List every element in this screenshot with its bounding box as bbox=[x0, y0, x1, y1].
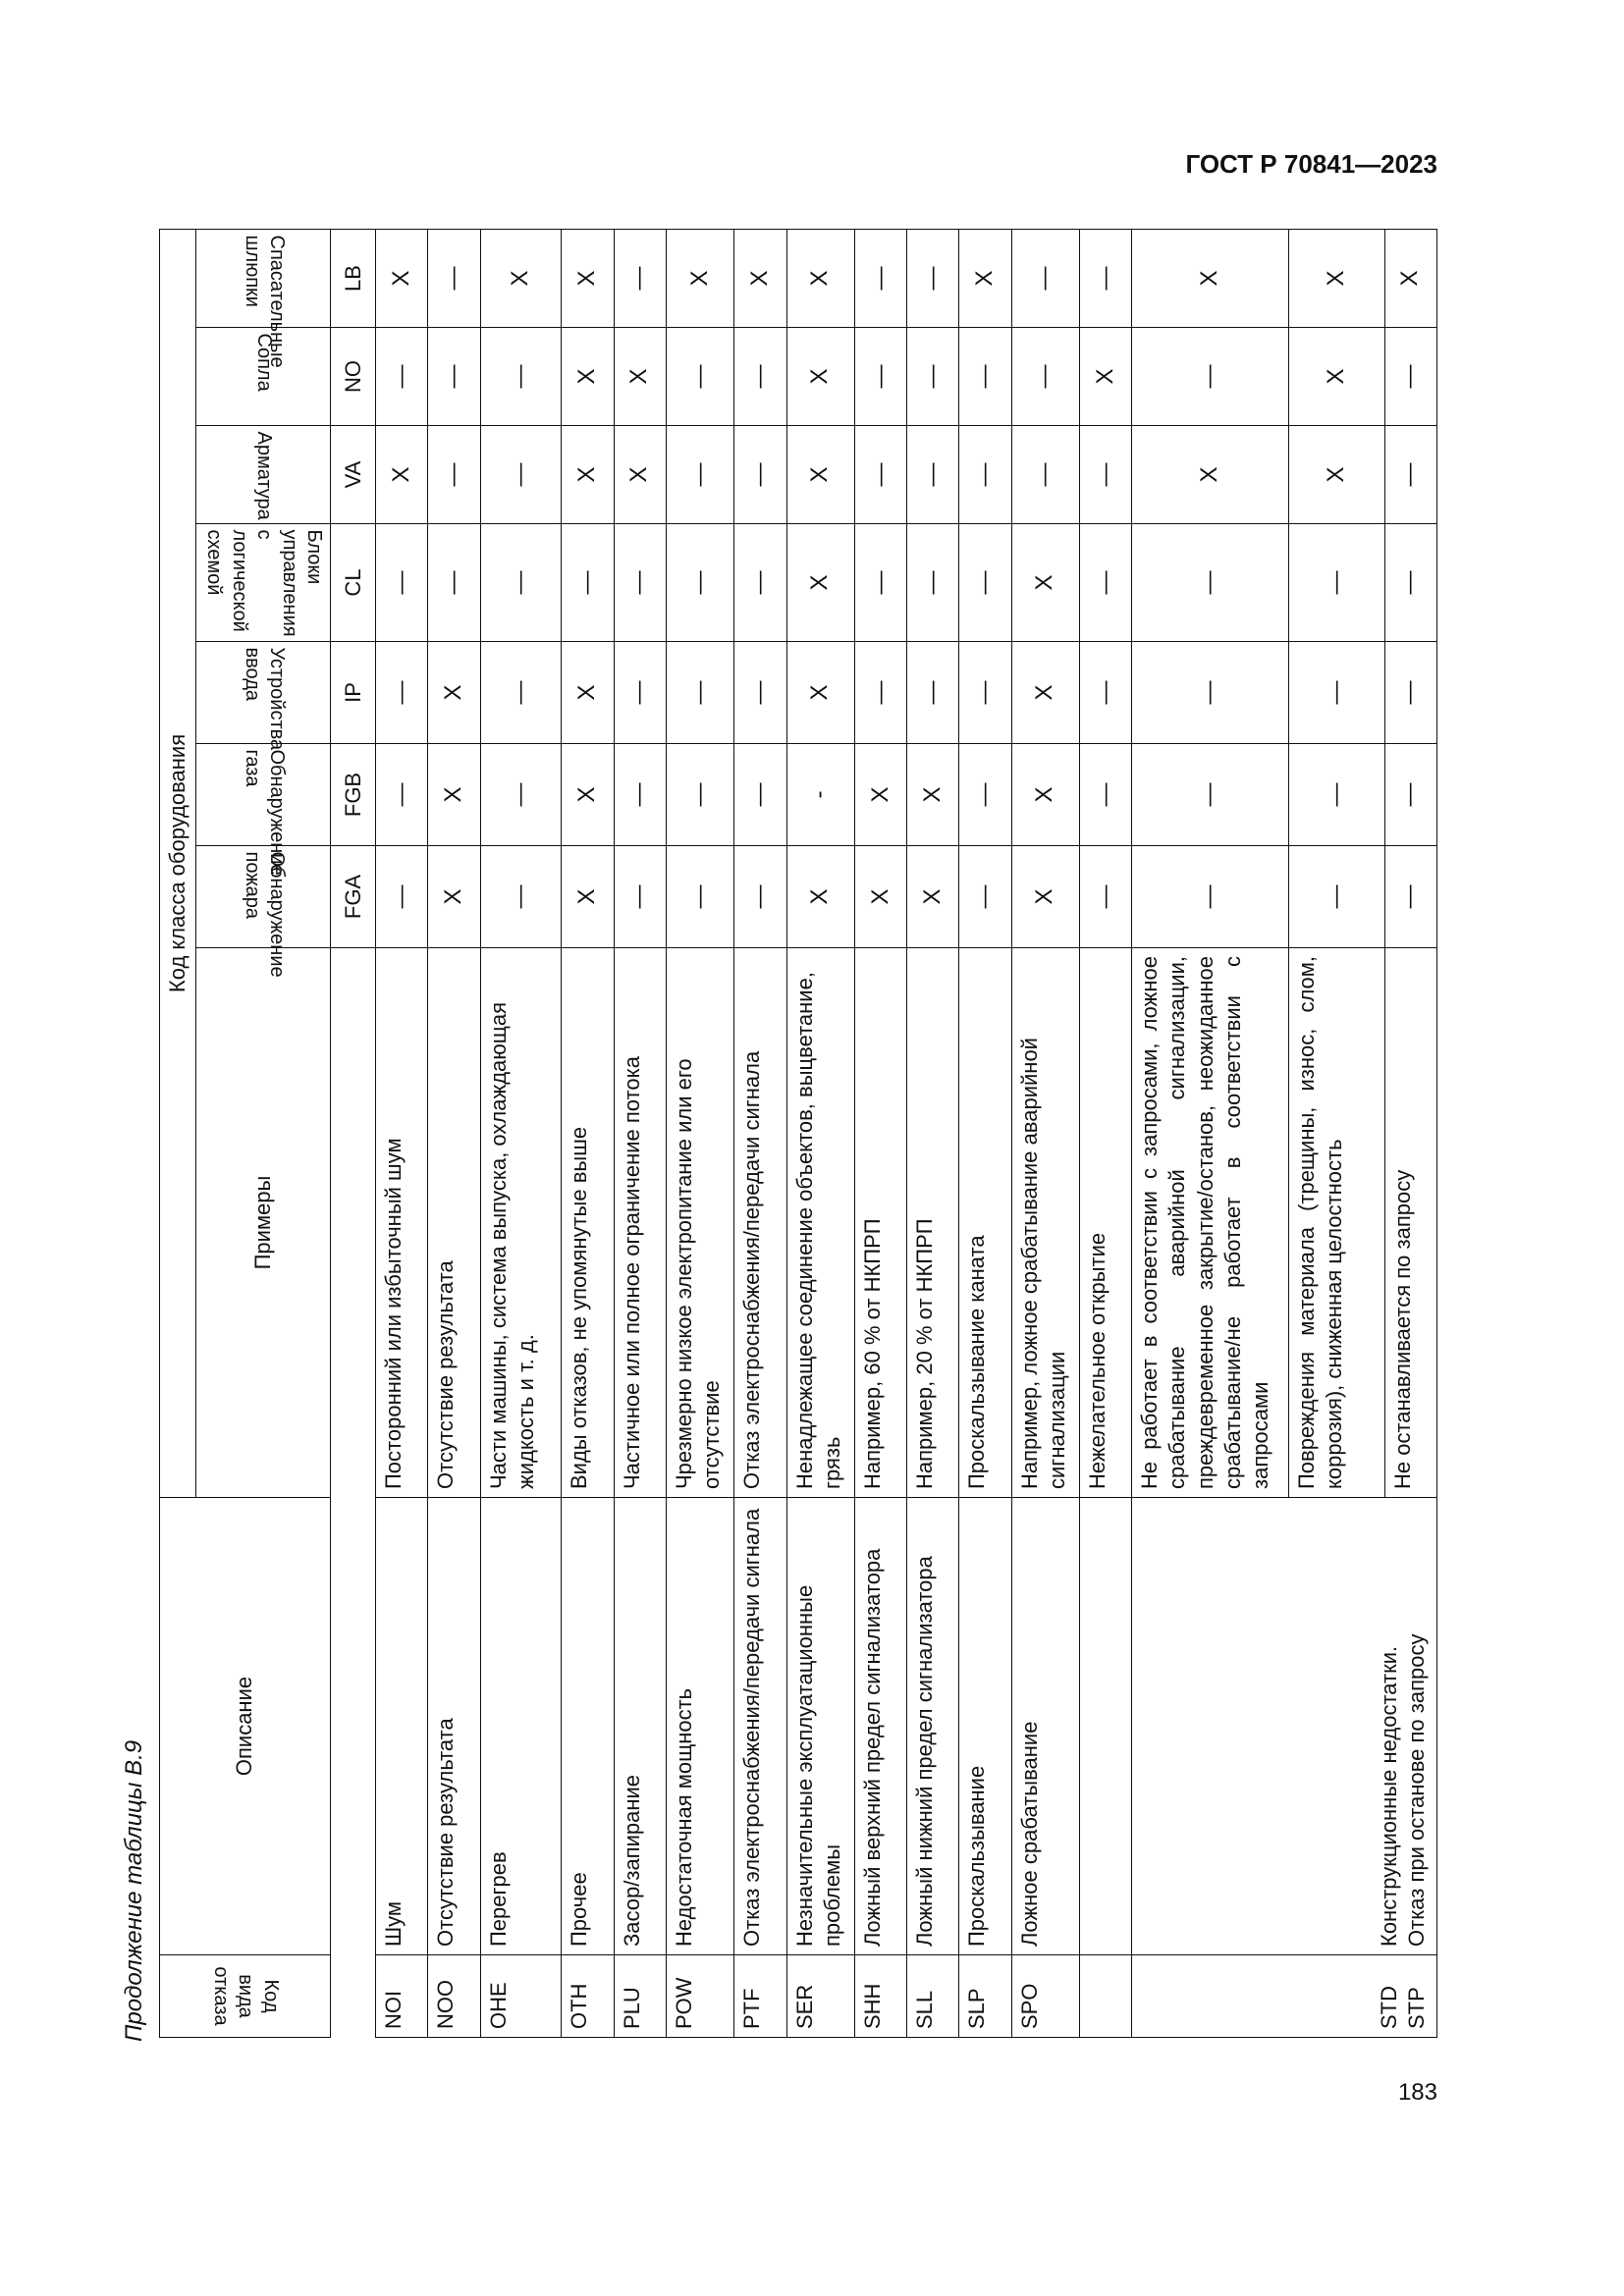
row-6-mark-cl: — bbox=[734, 524, 786, 642]
row-12-mark-fga: — bbox=[1080, 846, 1132, 948]
failure-mode-table bbox=[159, 229, 1437, 2038]
row-10-mark-fga: — bbox=[959, 846, 1011, 948]
description-cell: Засор/запирание bbox=[614, 1498, 666, 1955]
std1-mark-lb: X bbox=[1132, 230, 1289, 328]
failure-code-cell: PLU bbox=[614, 1955, 666, 2038]
header-lb-name: Спасательные шлюпки bbox=[196, 230, 331, 328]
description-cell: Ложный верхний предел сигнализатора bbox=[855, 1498, 907, 1955]
description-cell: Незначительные эксплуатационные проблемы bbox=[786, 1498, 854, 1955]
row-0-mark-lb: X bbox=[376, 230, 428, 328]
row-10-mark-va: — bbox=[959, 426, 1011, 524]
row-0-mark-va: X bbox=[376, 426, 428, 524]
row-4-mark-ip: — bbox=[614, 642, 666, 744]
std1-mark-cl: — bbox=[1132, 524, 1289, 642]
row-8-mark-ip: — bbox=[855, 642, 907, 744]
row-4-mark-no: X bbox=[614, 328, 666, 426]
description-cell: Перегрев bbox=[480, 1498, 562, 1955]
failure-code-cell: NOI bbox=[376, 1955, 428, 2038]
description-cell: Прочее bbox=[562, 1498, 614, 1955]
examples-cell: Например, ложное срабатывание аварийной сигнализации bbox=[1011, 948, 1079, 1498]
row-3-mark-va: X bbox=[562, 426, 614, 524]
table-body bbox=[376, 230, 1437, 2038]
std3-mark-ip: — bbox=[1384, 642, 1436, 744]
row-5-mark-no: — bbox=[666, 328, 733, 426]
table-row bbox=[428, 230, 480, 2038]
examples-cell: Например, 60 % от НКПРП bbox=[855, 948, 907, 1498]
row-12-mark-ip: — bbox=[1080, 642, 1132, 744]
examples-cell: Проскальзывание каната bbox=[959, 948, 1011, 1498]
header-fgb-name: Обнаружение газа bbox=[196, 744, 331, 846]
row-8-mark-va: — bbox=[855, 426, 907, 524]
description-cell bbox=[1080, 1498, 1132, 1955]
row-9-mark-cl: — bbox=[907, 524, 959, 642]
header-description: Описание bbox=[160, 1498, 331, 1955]
row-12-mark-fgb: — bbox=[1080, 744, 1132, 846]
examples-cell: Части машины, система выпуска, охлаждающая жидкость и т. д. bbox=[480, 948, 562, 1498]
row-6-mark-lb: X bbox=[734, 230, 786, 328]
row-9-mark-fga: X bbox=[907, 846, 959, 948]
row-6-mark-ip: — bbox=[734, 642, 786, 744]
row-4-mark-fga: — bbox=[614, 846, 666, 948]
row-12-mark-cl: — bbox=[1080, 524, 1132, 642]
std2-mark-va: X bbox=[1288, 426, 1384, 524]
description-cell: Недостаточная мощность bbox=[666, 1498, 733, 1955]
std2-mark-cl: — bbox=[1288, 524, 1384, 642]
header-ip-code: IP bbox=[331, 642, 376, 744]
row-5-mark-fgb: — bbox=[666, 744, 733, 846]
page-number: 183 bbox=[1397, 2079, 1437, 2106]
row-9-mark-fgb: X bbox=[907, 744, 959, 846]
header-fga-code: FGA bbox=[331, 846, 376, 948]
row-0-mark-cl: — bbox=[376, 524, 428, 642]
header-examples: Примеры bbox=[196, 948, 331, 1498]
examples-cell: Отсутствие результата bbox=[428, 948, 480, 1498]
row-11-mark-fga: X bbox=[1011, 846, 1079, 948]
row-1-mark-va: — bbox=[428, 426, 480, 524]
failure-code-cell: OHE bbox=[480, 1955, 562, 2038]
header-va-name: Арматура bbox=[196, 426, 331, 524]
failure-code-cell: SER bbox=[786, 1955, 854, 2038]
failure-code-cell: NOO bbox=[428, 1955, 480, 2038]
examples-cell: Повреждения материала (трещины, износ, слом, коррозия), сниженная целостность bbox=[1288, 948, 1384, 1498]
row-6-mark-no: — bbox=[734, 328, 786, 426]
row-9-mark-ip: — bbox=[907, 642, 959, 744]
std3-mark-va: — bbox=[1384, 426, 1436, 524]
row-3-mark-ip: X bbox=[562, 642, 614, 744]
examples-cell: Нежелательное открытие bbox=[1080, 948, 1132, 1498]
std1-mark-no: — bbox=[1132, 328, 1289, 426]
row-3-mark-fga: X bbox=[562, 846, 614, 948]
row-2-mark-fga: — bbox=[480, 846, 562, 948]
examples-cell: Частичное или полное ограничение потока bbox=[614, 948, 666, 1498]
row-5-mark-lb: X bbox=[666, 230, 733, 328]
row-10-mark-fgb: — bbox=[959, 744, 1011, 846]
row-0-mark-fgb: — bbox=[376, 744, 428, 846]
row-2-mark-va: — bbox=[480, 426, 562, 524]
row-12-mark-no: X bbox=[1080, 328, 1132, 426]
row-10-mark-cl: — bbox=[959, 524, 1011, 642]
row-7-mark-no: X bbox=[786, 328, 854, 426]
std2-mark-fga: — bbox=[1288, 846, 1384, 948]
desc-stp: Отказ при останове по запросу bbox=[1403, 1633, 1429, 1947]
row-11-mark-lb: — bbox=[1011, 230, 1079, 328]
standard-header: ГОСТ Р 70841—2023 bbox=[1185, 149, 1437, 179]
header-failure-code: Код вида отказа bbox=[160, 1955, 331, 2038]
row-1-mark-ip: X bbox=[428, 642, 480, 744]
header-ip-name: Устройства ввода bbox=[196, 642, 331, 744]
table-row bbox=[480, 230, 562, 2038]
row-11-mark-va: — bbox=[1011, 426, 1079, 524]
header-lb-code: LB bbox=[331, 230, 376, 328]
std2-mark-fgb: — bbox=[1288, 744, 1384, 846]
row-8-mark-cl: — bbox=[855, 524, 907, 642]
row-8-mark-no: — bbox=[855, 328, 907, 426]
table-row bbox=[1132, 230, 1289, 2038]
row-2-mark-fgb: — bbox=[480, 744, 562, 846]
row-11-mark-fgb: X bbox=[1011, 744, 1079, 846]
table-row bbox=[907, 230, 959, 2038]
row-1-mark-fgb: X bbox=[428, 744, 480, 846]
table-row bbox=[614, 230, 666, 2038]
row-1-mark-no: — bbox=[428, 328, 480, 426]
std3-mark-fga: — bbox=[1384, 846, 1436, 948]
row-1-mark-cl: — bbox=[428, 524, 480, 642]
row-2-mark-ip: — bbox=[480, 642, 562, 744]
header-cl-code: CL bbox=[331, 524, 376, 642]
table-row bbox=[855, 230, 907, 2038]
row-6-mark-fgb: — bbox=[734, 744, 786, 846]
description-cell: Отсутствие результата bbox=[428, 1498, 480, 1955]
row-11-mark-no: — bbox=[1011, 328, 1079, 426]
std2-mark-ip: — bbox=[1288, 642, 1384, 744]
failure-code-cell-std-stp bbox=[1132, 1955, 1437, 2038]
rotated-table-wrapper bbox=[159, 230, 1437, 2038]
failure-code-cell: SHH bbox=[855, 1955, 907, 2038]
row-7-mark-ip: X bbox=[786, 642, 854, 744]
row-6-mark-fga: — bbox=[734, 846, 786, 948]
examples-cell: Чрезмерно низкое электропитание или его отсутствие bbox=[666, 948, 733, 1498]
row-8-mark-lb: — bbox=[855, 230, 907, 328]
failure-code-cell: OTH bbox=[562, 1955, 614, 2038]
row-3-mark-fgb: X bbox=[562, 744, 614, 846]
row-5-mark-ip: — bbox=[666, 642, 733, 744]
row-12-mark-lb: — bbox=[1080, 230, 1132, 328]
examples-cell: Не работает в соответствии с запросами, ложное срабатывание аварийной сигнализации, преждевременное закрытие/останов, неожиданное срабатывание/не работает в соответствии с запросами bbox=[1132, 948, 1289, 1498]
failure-code-cell: SLP bbox=[959, 1955, 1011, 2038]
header-cl-name: Блоки управления с логической схемой bbox=[196, 524, 331, 642]
row-3-mark-cl: — bbox=[562, 524, 614, 642]
row-8-mark-fgb: X bbox=[855, 744, 907, 846]
header-va-code: VA bbox=[331, 426, 376, 524]
row-10-mark-no: — bbox=[959, 328, 1011, 426]
row-2-mark-cl: — bbox=[480, 524, 562, 642]
std3-mark-no: — bbox=[1384, 328, 1436, 426]
table-caption: Продолжение таблицы В.9 bbox=[121, 1739, 147, 2042]
description-cell-std-stp bbox=[1132, 1498, 1437, 1955]
row-11-mark-cl: X bbox=[1011, 524, 1079, 642]
desc-std: Конструкционные недостатки. bbox=[1376, 1645, 1401, 1947]
header-fga-name: Обнаружение пожара bbox=[196, 846, 331, 948]
row-2-mark-no: — bbox=[480, 328, 562, 426]
table-row bbox=[1080, 230, 1132, 2038]
row-4-mark-va: X bbox=[614, 426, 666, 524]
std3-mark-cl: — bbox=[1384, 524, 1436, 642]
row-7-mark-lb: X bbox=[786, 230, 854, 328]
row-0-mark-no: — bbox=[376, 328, 428, 426]
std1-mark-fgb: — bbox=[1132, 744, 1289, 846]
row-8-mark-fga: X bbox=[855, 846, 907, 948]
std1-mark-fga: — bbox=[1132, 846, 1289, 948]
description-cell: Ложное срабатывание bbox=[1011, 1498, 1079, 1955]
examples-cell: Например, 20 % от НКПРП bbox=[907, 948, 959, 1498]
failure-code-cell bbox=[1080, 1955, 1132, 2038]
examples-cell: Виды отказов, не упомянутые выше bbox=[562, 948, 614, 1498]
description-cell: Проскальзывание bbox=[959, 1498, 1011, 1955]
row-12-mark-va: — bbox=[1080, 426, 1132, 524]
row-9-mark-va: — bbox=[907, 426, 959, 524]
code-std: STD bbox=[1376, 1986, 1401, 2029]
row-3-mark-no: X bbox=[562, 328, 614, 426]
header-fgb-code: FGB bbox=[331, 744, 376, 846]
failure-code-cell: SLL bbox=[907, 1955, 959, 2038]
std2-mark-lb: X bbox=[1288, 230, 1384, 328]
description-cell: Отказ электроснабжения/передачи сигнала bbox=[734, 1498, 786, 1955]
row-5-mark-fga: — bbox=[666, 846, 733, 948]
row-1-mark-lb: — bbox=[428, 230, 480, 328]
row-7-mark-fgb: - bbox=[786, 744, 854, 846]
row-5-mark-va: — bbox=[666, 426, 733, 524]
header-equipment-class: Код класса оборудования bbox=[160, 230, 196, 1498]
table-row bbox=[666, 230, 733, 2038]
examples-cell: Ненадлежащее соединение объектов, выцветание, грязь bbox=[786, 948, 854, 1498]
std3-mark-fgb: — bbox=[1384, 744, 1436, 846]
examples-cell: Отказ электроснабжения/передачи сигнала bbox=[734, 948, 786, 1498]
header-no-name: Сопла bbox=[196, 328, 331, 426]
table-row bbox=[1011, 230, 1079, 2038]
failure-code-cell: PTF bbox=[734, 1955, 786, 2038]
table-row bbox=[786, 230, 854, 2038]
table-row bbox=[562, 230, 614, 2038]
examples-cell: Посторонний или избыточный шум bbox=[376, 948, 428, 1498]
row-5-mark-cl: — bbox=[666, 524, 733, 642]
code-stp: STP bbox=[1403, 1987, 1429, 2029]
table-row bbox=[376, 230, 428, 2038]
table-row bbox=[959, 230, 1011, 2038]
row-4-mark-cl: — bbox=[614, 524, 666, 642]
row-4-mark-fgb: — bbox=[614, 744, 666, 846]
row-4-mark-lb: — bbox=[614, 230, 666, 328]
row-9-mark-lb: — bbox=[907, 230, 959, 328]
row-7-mark-va: X bbox=[786, 426, 854, 524]
row-0-mark-fga: — bbox=[376, 846, 428, 948]
row-2-mark-lb: X bbox=[480, 230, 562, 328]
row-6-mark-va: — bbox=[734, 426, 786, 524]
description-cell: Шум bbox=[376, 1498, 428, 1955]
row-7-mark-cl: X bbox=[786, 524, 854, 642]
std1-mark-va: X bbox=[1132, 426, 1289, 524]
row-1-mark-fga: X bbox=[428, 846, 480, 948]
failure-code-cell: POW bbox=[666, 1955, 733, 2038]
std1-mark-ip: — bbox=[1132, 642, 1289, 744]
row-7-mark-fga: X bbox=[786, 846, 854, 948]
row-3-mark-lb: X bbox=[562, 230, 614, 328]
row-10-mark-lb: X bbox=[959, 230, 1011, 328]
std3-mark-lb: X bbox=[1384, 230, 1436, 328]
table-row bbox=[734, 230, 786, 2038]
description-cell: Ложный нижний предел сигнализатора bbox=[907, 1498, 959, 1955]
header-spacer bbox=[331, 948, 376, 2038]
std2-mark-no: X bbox=[1288, 328, 1384, 426]
row-9-mark-no: — bbox=[907, 328, 959, 426]
failure-code-cell: SPO bbox=[1011, 1955, 1079, 2038]
row-10-mark-ip: — bbox=[959, 642, 1011, 744]
examples-cell: Не останавливается по запросу bbox=[1384, 948, 1436, 1498]
header-no-code: NO bbox=[331, 328, 376, 426]
row-11-mark-ip: X bbox=[1011, 642, 1079, 744]
row-0-mark-ip: — bbox=[376, 642, 428, 744]
